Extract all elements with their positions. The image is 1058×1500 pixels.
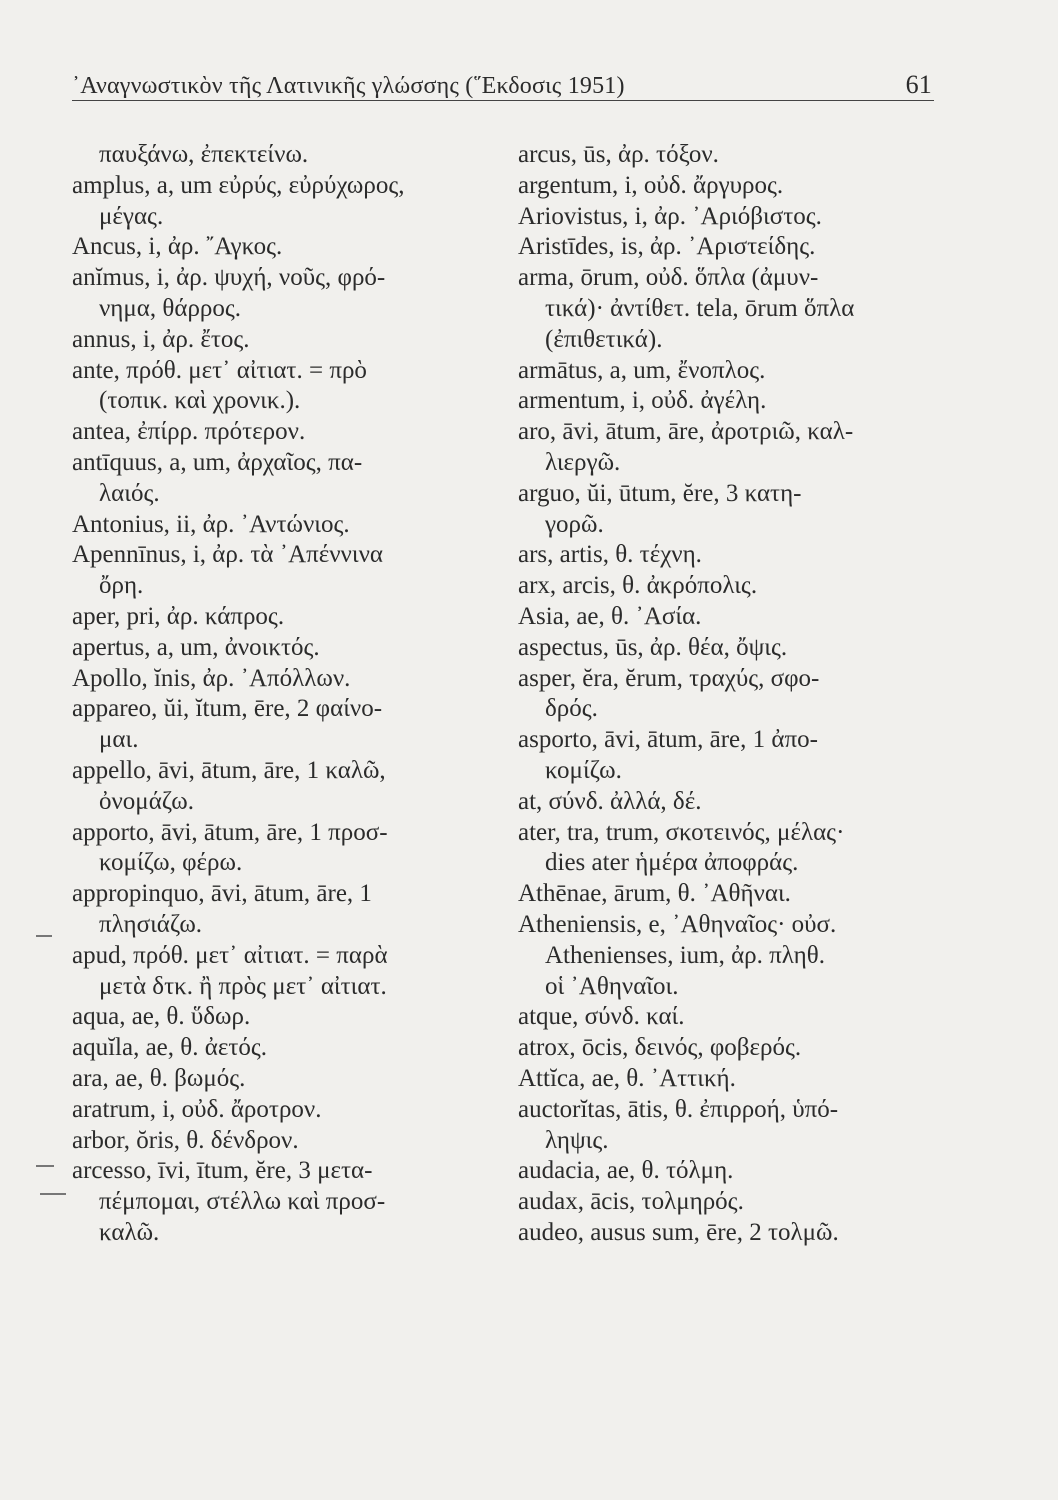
- entry-line: ὄρη.: [99, 572, 144, 600]
- entry-line: aratrum, i, οὐδ. ἄροτρον.: [72, 1095, 322, 1123]
- entry-line: at, σύνδ. ἀλλά, δέ.: [518, 787, 702, 815]
- entry-line: πλησιάζω.: [99, 910, 203, 938]
- entry-line: Athenienses, ium, ἀρ. πληθ.: [545, 941, 825, 969]
- entry-line: atrox, ōcis, δεινός, φοβερός.: [518, 1034, 802, 1062]
- entry-line: κομίζω.: [545, 756, 622, 784]
- entry-line: καλῶ.: [99, 1218, 160, 1246]
- entry-line: arcus, ūs, ἀρ. τόξον.: [518, 141, 719, 168]
- entry-line: ater, tra, trum, σκοτεινός, μέλας·: [518, 818, 845, 846]
- entry-line: Attĭca, ae, θ. ᾿Αττική.: [518, 1064, 736, 1092]
- right-column: [518, 140, 938, 1249]
- entry-line: annus, i, ἀρ. ἔτος.: [72, 325, 250, 353]
- entry-line: νημα, θάρρος.: [99, 294, 242, 322]
- entry-line: armātus, a, um, ἔνοπλος.: [518, 356, 766, 384]
- entry-line: aper, pri, ἀρ. κάπρος.: [72, 602, 285, 630]
- entry-line: dies ater ἡμέρα ἀποφράς.: [545, 849, 799, 877]
- entry-line: λαιός.: [99, 479, 160, 507]
- entry-line: auctorĭtas, ātis, θ. ἐπιρροή, ὑπό-: [518, 1095, 839, 1123]
- entry-line: aspectus, ūs, ἀρ. θέα, ὄψις.: [518, 633, 788, 661]
- entry-line: audax, ācis, τολμηρός.: [518, 1188, 744, 1216]
- entry-line: κομίζω, φέρω.: [99, 849, 243, 877]
- entry-line: apertus, a, um, ἀνοικτός.: [72, 633, 320, 661]
- entry-line: audacia, ae, θ. τόλμη.: [518, 1157, 734, 1185]
- header-title: ᾿Αναγνωστικὸν τῆς Λατινικῆς γλώσσης (῞Εκδοσις 1951): [72, 73, 625, 99]
- entry-line: atque, σύνδ. καί.: [518, 1003, 685, 1031]
- entry-line: asporto, āvi, ātum, āre, 1 ἀπο-: [518, 726, 818, 754]
- entry-line: aquĭla, ae, θ. ἀετός.: [72, 1034, 268, 1062]
- entry-line: armentum, i, οὐδ. ἀγέλη.: [518, 387, 767, 415]
- entry-line: apporto, āvi, ātum, āre, 1 προσ-: [72, 818, 388, 846]
- running-header: [72, 66, 934, 101]
- entry-line: Ariovistus, i, ἀρ. ᾿Αριόβιστος.: [518, 202, 822, 230]
- entry-line: ληψις.: [545, 1126, 609, 1154]
- entry-line: aqua, ae, θ. ὕδωρ.: [72, 1003, 251, 1031]
- entry-line: Antonius, ii, ἀρ. ᾿Αντώνιος.: [72, 510, 350, 538]
- entry-line: μέγας.: [99, 202, 164, 230]
- entry-line: antea, ἐπίρρ. πρότερον.: [72, 418, 306, 446]
- entry-line: arcesso, īvi, ītum, ĕre, 3 μετα-: [72, 1157, 373, 1185]
- entry-line: παυξάνω, ἐπεκτείνω.: [99, 141, 309, 168]
- entry-line: Ancus, i, ἀρ. ῎Αγκος.: [72, 233, 283, 261]
- entry-line: οἱ ᾿Αθηναῖοι.: [545, 972, 679, 1000]
- entry-line: Asia, ae, θ. ᾿Ασία.: [518, 602, 702, 630]
- entry-line: apud, πρόθ. μετ᾿ αἰτιατ. = παρὰ: [72, 941, 388, 969]
- margin-mark: [36, 935, 52, 937]
- entry-line: antīquus, a, um, ἀρχαῖος, πα-: [72, 448, 363, 476]
- entry-line: μαι.: [99, 726, 139, 754]
- entry-line: arx, arcis, θ. ἀκρόπολις.: [518, 572, 758, 600]
- entry-line: Atheniensis, e, ᾿Αθηναῖος· οὐσ.: [518, 910, 837, 938]
- entry-line: aro, āvi, ātum, āre, ἀροτριῶ, καλ-: [518, 418, 854, 446]
- entry-line: ara, ae, θ. βωμός.: [72, 1064, 246, 1092]
- entry-line: ante, πρόθ. μετ᾿ αἰτιατ. = πρὸ: [72, 356, 367, 384]
- entry-line: ὀνομάζω.: [99, 787, 194, 815]
- entry-line: anĭmus, i, ἀρ. ψυχή, νοῦς, φρό-: [72, 264, 386, 292]
- entry-line: δρός.: [545, 695, 598, 723]
- margin-mark: [40, 1193, 66, 1195]
- entry-line: arbor, ŏris, θ. δένδρον.: [72, 1126, 299, 1154]
- entry-line: appareo, ŭi, ĭtum, ēre, 2 φαίνο-: [72, 695, 383, 723]
- entry-line: (ἐπιθετικά).: [545, 325, 663, 353]
- entry-line: Aristīdes, is, ἀρ. ᾿Αριστείδης.: [518, 233, 816, 261]
- entry-line: appropinquo, āvi, ātum, āre, 1: [72, 880, 372, 908]
- page-number: 61: [905, 70, 932, 99]
- entry-line: arma, ōrum, οὐδ. ὅπλα (ἀμυν-: [518, 264, 819, 292]
- entry-line: ars, artis, θ. τέχνη.: [518, 541, 702, 569]
- left-column: [72, 140, 502, 1249]
- entry-line: arguo, ŭi, ūtum, ĕre, 3 κατη-: [518, 479, 802, 507]
- entry-line: μετὰ δτκ. ἢ πρὸς μετ᾿ αἰτιατ.: [99, 972, 387, 1000]
- entry-line: τικά)· ἀντίθετ. tela, ōrum ὅπλα: [545, 294, 855, 322]
- entry-line: Apennīnus, i, ἀρ. τὰ ᾿Απέννινα: [72, 541, 383, 569]
- entry-line: Apollo, ĭnis, ἀρ. ᾿Απόλλων.: [72, 664, 351, 692]
- entry-line: πέμπομαι, στέλλω καὶ προσ-: [99, 1188, 386, 1216]
- entry-line: argentum, i, οὐδ. ἄργυρος.: [518, 171, 784, 199]
- entry-line: (τοπικ. καὶ χρονικ.).: [99, 387, 301, 415]
- entry-line: appello, āvi, ātum, āre, 1 καλῶ,: [72, 756, 386, 784]
- entry-line: audeo, ausus sum, ēre, 2 τολμῶ.: [518, 1218, 839, 1246]
- entry-line: λιεργῶ.: [545, 448, 621, 476]
- entry-line: asper, ĕra, ĕrum, τραχύς, σφο-: [518, 664, 820, 692]
- margin-mark: [36, 1165, 54, 1167]
- entry-line: amplus, a, um εὐρύς, εὐρύχωρος,: [72, 171, 405, 199]
- entry-line: γορῶ.: [545, 510, 604, 538]
- entry-line: Athēnae, ārum, θ. ᾿Αθῆναι.: [518, 880, 791, 908]
